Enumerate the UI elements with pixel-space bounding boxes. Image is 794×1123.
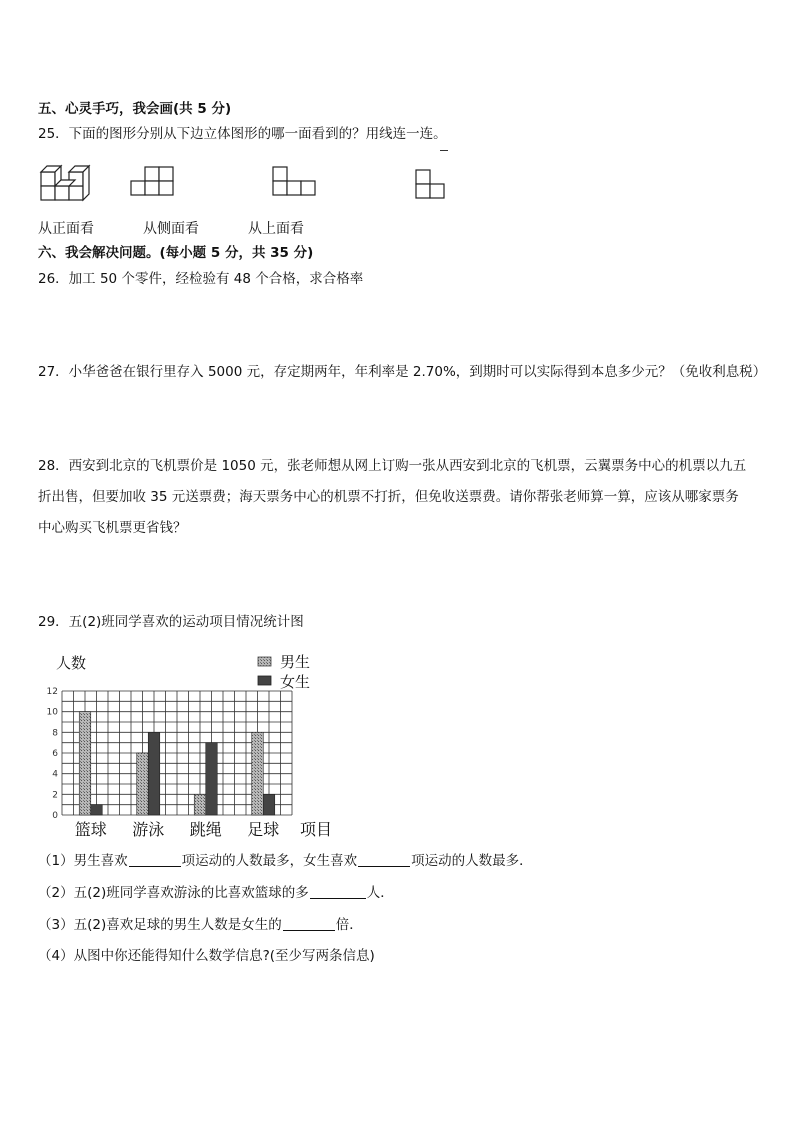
q29-1-part-c: 项运动的人数最多． bbox=[411, 853, 533, 869]
bar-girls-2 bbox=[206, 743, 218, 815]
x-tick-label: 游泳 bbox=[132, 820, 165, 839]
question-28-line1: 28．西安到北京的飞机票价是 1050 元，张老师想从网上订购一张从西安到北京的飞机票，云翼票务中心的机票以九五 bbox=[38, 458, 747, 474]
view-shape-b bbox=[272, 165, 322, 201]
q29-1-part-b: 项运动的人数最多，女生喜欢 bbox=[181, 853, 358, 869]
question-29-4: （4）从图中你还能得知什么数学信息?(至少写两条信息) bbox=[38, 948, 375, 964]
section5-title: 五、心灵手巧，我会画(共 5 分) bbox=[38, 101, 232, 117]
x-axis-label: 项目 bbox=[300, 820, 333, 839]
y-tick-label: 2 bbox=[52, 790, 58, 801]
caption-side-view: 从侧面看 bbox=[143, 221, 199, 237]
question-29-1 bbox=[38, 852, 533, 870]
answer-blank-4[interactable] bbox=[283, 917, 335, 931]
x-tick-label: 篮球 bbox=[74, 820, 107, 839]
answer-blank-2[interactable] bbox=[358, 853, 410, 867]
bar-girls-0 bbox=[91, 805, 103, 815]
y-tick-label: 0 bbox=[52, 811, 58, 821]
q29-3-part-a: （3）五(2)喜欢足球的男生人数是女生的 bbox=[38, 917, 282, 933]
bar-girls-3 bbox=[263, 794, 275, 815]
x-tick-label: 跳绳 bbox=[189, 820, 222, 839]
caption-front-view: 从正面看 bbox=[38, 221, 94, 237]
caption-top-view: 从上面看 bbox=[248, 221, 304, 237]
answer-blank-1[interactable] bbox=[129, 853, 181, 867]
sports-bar-chart bbox=[36, 648, 356, 840]
section6-title: 六、我会解决问题。(每小题 5 分，共 35 分) bbox=[38, 245, 314, 261]
y-tick-label: 4 bbox=[52, 769, 58, 780]
question-29-title: 29．五(2)班同学喜欢的运动项目情况统计图 bbox=[38, 614, 304, 630]
answer-blank-3[interactable] bbox=[310, 885, 366, 899]
bar-girls-1 bbox=[148, 732, 160, 815]
question-27: 27．小华爸爸在银行里存入 5000 元，存定期两年，年利率是 2.70%，到期时可以实际得到本息多少元？（免收利息税） bbox=[38, 364, 767, 380]
q29-1-part-a: （1）男生喜欢 bbox=[38, 853, 128, 869]
question-26: 26．加工 50 个零件，经检验有 48 个合格，求合格率 bbox=[38, 271, 364, 287]
question-29-3 bbox=[38, 916, 363, 934]
y-tick-label: 6 bbox=[52, 749, 58, 759]
view-shape-c bbox=[415, 168, 451, 204]
x-tick-label: 足球 bbox=[247, 820, 280, 839]
legend-swatch-boys bbox=[258, 657, 271, 666]
legend-label-boys: 男生 bbox=[280, 653, 311, 671]
question-29-2 bbox=[38, 884, 394, 902]
scan-mark bbox=[440, 150, 448, 151]
bar-boys-3 bbox=[252, 732, 264, 815]
bar-boys-2 bbox=[194, 794, 206, 815]
bar-boys-1 bbox=[137, 753, 149, 815]
y-tick-label: 12 bbox=[46, 687, 58, 697]
solid-figure bbox=[38, 160, 102, 202]
view-shape-a bbox=[130, 165, 180, 201]
question-25: 25．下面的图形分别从下边立体图形的哪一面看到的？用线连一连。 bbox=[38, 126, 447, 142]
q29-2-part-b: 人． bbox=[366, 885, 394, 901]
q29-2-part-a: （2）五(2)班同学喜欢游泳的比喜欢篮球的多 bbox=[38, 885, 309, 901]
legend-swatch-girls bbox=[258, 676, 271, 685]
legend-label-girls: 女生 bbox=[280, 673, 311, 691]
q29-3-part-b: 倍． bbox=[335, 917, 363, 933]
bar-boys-0 bbox=[79, 712, 91, 815]
question-28-line3: 中心购买飞机票更省钱？ bbox=[38, 520, 187, 536]
question-28-line2: 折出售，但要加收 35 元送票费；海天票务中心的机票不打折，但免收送票费。请你帮张老师算一算，应该从哪家票务 bbox=[38, 489, 739, 505]
y-tick-label: 10 bbox=[46, 707, 58, 718]
y-tick-label: 8 bbox=[52, 728, 58, 739]
y-axis-label: 人数 bbox=[56, 654, 87, 672]
